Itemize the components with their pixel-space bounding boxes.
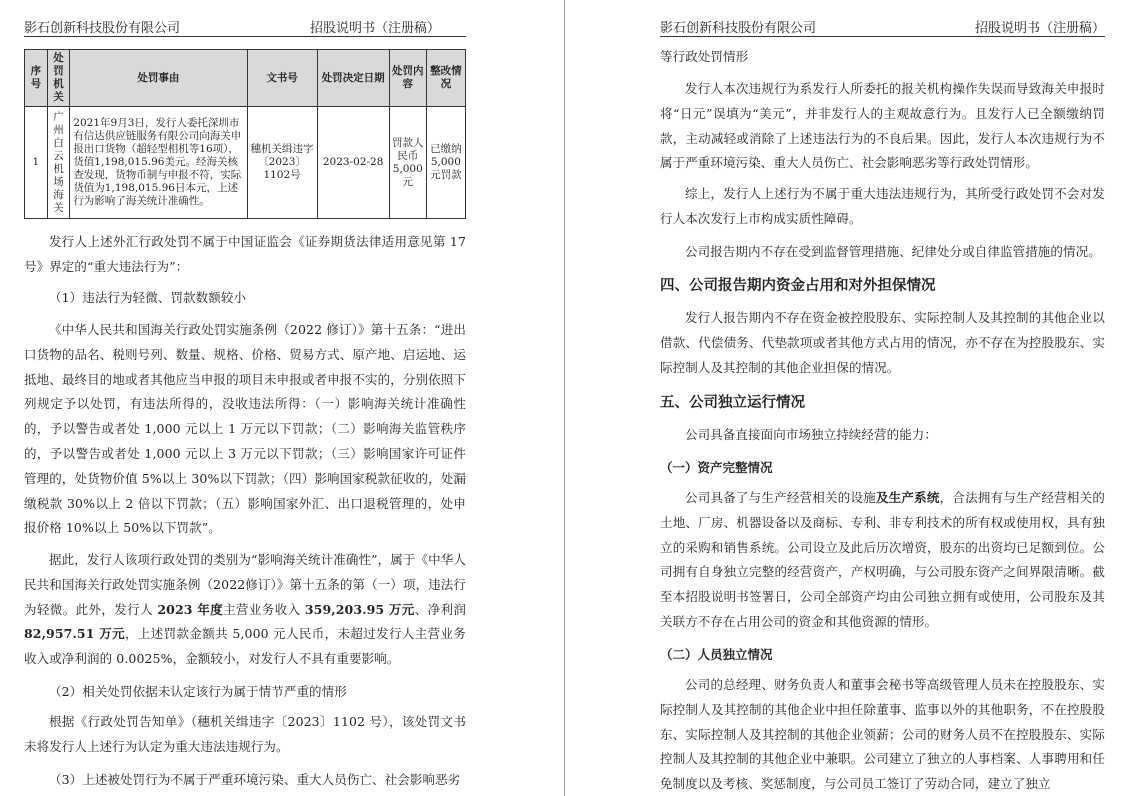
cell-doc-no: 穗机关缉违字〔2023〕1102号 (247, 107, 317, 219)
cell-reason: 2021年9月3日，发行人委托深圳市有信达供应链服务有限公司向海关申报出口货物（超轻型相机等16项），货值1,198,015.96美元。经海关核查发现，货物币制与申报不符，实际货值为1,198,015.96日本元，上述行为影响了海关统计准确性。 (70, 107, 247, 219)
header-rule (24, 36, 466, 37)
paragraph: 公司的总经理、财务负责人和董事会秘书等高级管理人员未在控股股东、实际控制人及其控制的其他企业中担任除董事、监事以外的其他职务，不在控股股东、实际控制人及其控制的其他企业领薪；公司的财务人员不在控股股东、实际控制人及其控制的其他企业中兼职。公司建立了独立的人事档案、人事聘用和任免制度以及考核、奖惩制度，与公司员工签订了劳动合同，建立了独立 (660, 677, 1105, 792)
cell-rectify: 已缴纳5,000元罚款 (426, 107, 465, 219)
section-heading: 四、公司报告期内资金占用和对外担保情况 (660, 278, 936, 294)
paragraph: 发行人上述外汇行政处罚不属于中国证监会《证券期货法律适用意见第 17 号》界定的“重大违法行为”： (24, 234, 466, 274)
th-content: 处罚内容 (389, 50, 426, 107)
table-row (25, 107, 466, 219)
th-rectify: 整改情况 (426, 50, 465, 107)
paragraph: 等行政处罚情形 (660, 49, 749, 64)
cell-no: 1 (25, 107, 48, 219)
subsection-heading: （二）人员独立情况 (660, 647, 773, 662)
paragraph: （1）违法行为轻微、罚款数额较小 (49, 290, 247, 305)
header-rule (660, 36, 1105, 37)
th-doc-no: 文书号 (247, 50, 317, 107)
paragraph: 根据《行政处罚告知单》（穗机关缉违字〔2023〕1102 号），该处罚文书未将发行人上述行为认定为重大违法违规行为。 (24, 714, 466, 754)
cell-authority: 广州白云机场海关 (47, 107, 70, 219)
th-date: 处罚决定日期 (317, 50, 389, 107)
paragraph: 《中华人民共和国海关行政处罚实施条例（2022 修订）》第十五条：“进出口货物的品名、税则号列、数量、规格、价格、贸易方式、原产地、启运地、运抵地、最终目的地或者其他应当申报的项目未申报或者申报不实的，分别依照下列规定予以处罚，有违法所得的，没收违法所得：（一）影响海关统计准确性的，予以警告或者处 1,000 元以上 1 万元以下罚款；（二）影响海关监管秩序的，予以警告或者处 1,000 元以上 3 万元以下罚款；（三）影响国家许可证件管理的，处货物价值 5%以上 30%以下罚款；（四）影响国家税款征收的，处漏缴税款 30%以上 2 倍以下罚款；（五）影响国家外汇、出口退税管理的，处申报价格 10%以上 50%以下罚款”。 (24, 322, 466, 536)
cell-content: 罚款人民币5,000元 (389, 107, 426, 219)
paragraph: 据此，发行人该项行政处罚的类别为“影响海关统计准确性”，属于《中华人民共和国海关行政处罚实施条例（2022修订）》第十五条的第（一）项，违法行为轻微。此外，发行人 2023 年度主营业务收入 359,203.95 万元、净利润 82,957.51 万元，上述罚款金额共 5,000 元人民币，未超过发行人主营业务收入或净利润的 0.0025%，金额较小，对发行人不具有重要影响。 (24, 552, 467, 667)
paragraph: 发行人报告期内不存在资金被控股股东、实际控制人及其控制的其他企业以借款、代偿债务、代垫款项或者其他方式占用的情况，亦不存在为控股股东、实际控制人及其控制的其他企业担保的情况。 (660, 310, 1105, 375)
paragraph: 发行人本次违规行为系发行人所委托的报关机构操作失误而导致海关申报时将“日元”误填为“美元”，并非发行人的主观故意行为。且发行人已全额缴纳罚款，主动减轻或消除了上述违法行为的不良后果。因此，发行人本次违规行为不属于严重环境污染、重大人员伤亡、社会影响恶劣等行政处罚情形。 (660, 81, 1105, 171)
header-company: 影石创新科技股份有限公司 (660, 21, 817, 36)
paragraph: 公司具备直接面向市场独立持续经营的能力： (685, 427, 938, 442)
header-doc-type: 招股说明书（注册稿） (975, 21, 1106, 36)
th-no: 序号 (25, 50, 48, 107)
paragraph: 公司具备了与生产经营相关的设施及生产系统，合法拥有与生产经营相关的土地、厂房、机器设备以及商标、专利、非专利技术的所有权或使用权，具有独立的采购和销售系统。公司设立及此后历次增资，股东的出资均已足额到位。公司拥有自身独立完整的经营资产，产权明确，与公司股东资产之间界限清晰。截至本招股说明书签署日，公司全部资产均由公司独立拥有或使用，公司股东及其关联方不存在占用公司的资金和其他资源的情形。 (660, 490, 1105, 629)
table-header-row (25, 50, 466, 107)
paragraph: 综上，发行人上述行为不属于重大违法违规行为，其所受行政处罚不会对发行人本次发行上市构成实质性障碍。 (660, 186, 1105, 226)
paragraph: （3）上述被处罚行为不属于严重环境污染、重大人员伤亡、社会影响恶劣 (49, 772, 461, 787)
header-company: 影石创新科技股份有限公司 (24, 21, 181, 36)
subsection-heading: （一）资产完整情况 (660, 460, 773, 475)
paragraph: 公司报告期内不存在受到监督管理措施、纪律处分或自律监管措施的情况。 (685, 244, 1101, 259)
th-authority: 处罚机关 (47, 50, 70, 107)
right-page (565, 0, 1127, 796)
th-reason: 处罚事由 (70, 50, 247, 107)
penalty-table (24, 49, 466, 219)
paragraph: （2）相关处罚依据未认定该行为属于情节严重的情形 (49, 684, 347, 699)
cell-date: 2023-02-28 (317, 107, 389, 219)
section-heading: 五、公司独立运行情况 (660, 395, 805, 411)
header-doc-type: 招股说明书（注册稿） (310, 21, 441, 36)
